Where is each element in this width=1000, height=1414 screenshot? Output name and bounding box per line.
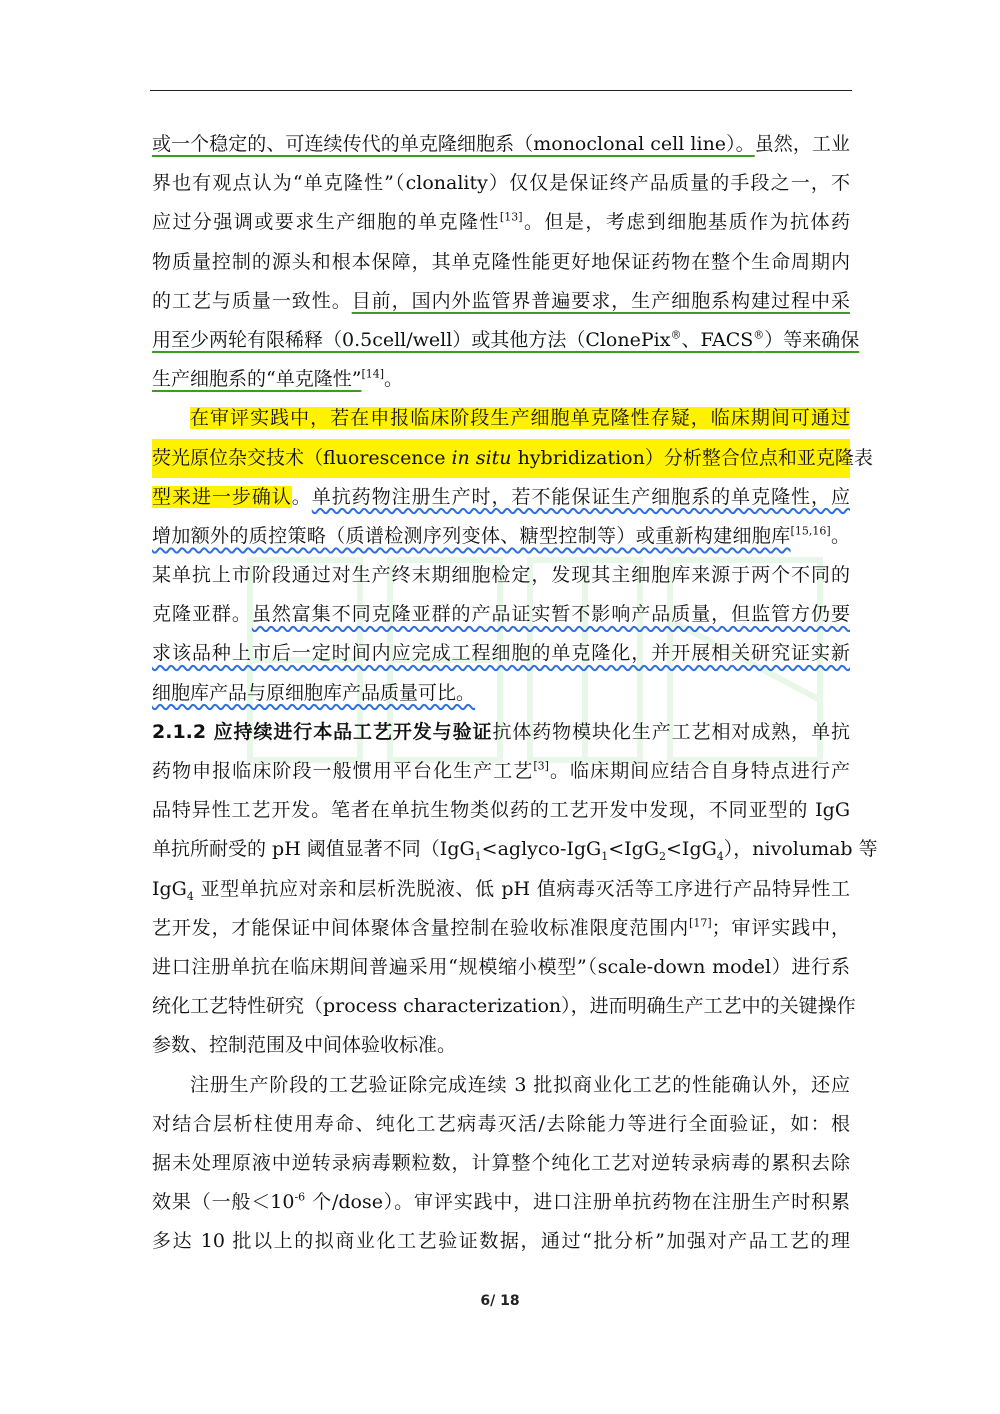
- document-body: [152, 125, 878, 1261]
- body-line: 细胞库产品与原细胞库产品质量可比。: [152, 681, 476, 704]
- citation-ref: [15,16]: [790, 524, 831, 538]
- body-line: 荧光原位杂交技术（fluorescence in situ hybridization）分析整合位点和亚克隆表: [152, 439, 850, 478]
- citation-ref: [3]: [533, 759, 549, 773]
- body-line: 药物申报临床阶段一般惯用平台化生产工艺[3]。临床期间应结合自身特点进行产: [152, 759, 850, 782]
- body-line: 据未处理原液中逆转录病毒颗粒数，计算整个纯化工艺对逆转录病毒的累积去除: [152, 1151, 850, 1174]
- body-line: 界也有观点认为“单克隆性”（clonality）仅仅是保证终产品质量的手段之一，不: [152, 172, 850, 195]
- body-line: 的工艺与质量一致性。目前，国内外监管界普遍要求，生产细胞系构建过程中采: [152, 289, 850, 312]
- body-line: 效果（一般$<10^{-6}$ 个/dose）。审评实践中，进口注册单抗药物在注册生产时积累: [152, 1190, 850, 1214]
- body-line: 克隆亚群。虽然富集不同克隆亚群的产品证实暂不影响产品质量，但监管方仍要: [152, 603, 850, 626]
- body-line: 某单抗上市阶段通过对生产终末期细胞检定，发现其主细胞库来源于两个不同的: [152, 564, 850, 587]
- body-line: 用至少两轮有限稀释（0.5cell/well）或其他方法（ClonePix®、FACS®）等来确保: [152, 328, 860, 351]
- body-line: 生产细胞系的“单克隆性”[14]。: [152, 367, 404, 391]
- body-line: 求该品种上市后一定时间内应完成工程细胞的单克隆化，并开展相关研究证实新: [152, 642, 850, 665]
- page-number: 6/ 18: [480, 1293, 520, 1309]
- citation-ref: [17]: [689, 916, 712, 930]
- body-line: 艺开发，才能保证中间体聚体含量控制在验收标准限度范围内[17]；审评实践中，: [152, 916, 850, 939]
- citation-ref: [14]: [361, 367, 385, 381]
- body-line: 物质量控制的源头和根本保障，其单克隆性能更好地保证药物在整个生命周期内: [152, 250, 850, 273]
- body-line: 增加额外的质控策略（质谱检测序列变体、糖型控制等）或重新构建细胞库[15,16]。: [152, 524, 850, 547]
- body-line: 或一个稳定的、可连续传代的单克隆细胞系（monoclonal cell line）。虽然，工业: [152, 133, 850, 155]
- header-rule: [150, 90, 852, 91]
- citation-ref: [13]: [499, 211, 523, 225]
- body-line: 应过分强调或要求生产细胞的单克隆性[13]。但是，考虑到细胞基质作为抗体药: [152, 211, 850, 234]
- body-line: 在审评实践中，若在申报临床阶段生产细胞单克隆性存疑，临床期间可通过: [190, 407, 850, 430]
- body-line: 单抗所耐受的 pH 阈值显著不同（IgG$_1$<aglyco-IgG$_1$<IgG$_2$<IgG$_4$），nivolumab 等: [152, 838, 878, 864]
- body-line: 对结合层析柱使用寿命、纯化工艺病毒灭活/去除能力等进行全面验证，如：根: [152, 1112, 850, 1135]
- section-heading: 2.1.2 应持续进行本品工艺开发与验证: [152, 720, 493, 743]
- body-line: 品特异性工艺开发。笔者在单抗生物类似药的工艺开发中发现，不同亚型的 IgG: [152, 799, 850, 822]
- body-line: 多达 10 批以上的拟商业化工艺验证数据，通过“批分析”加强对产品工艺的理: [152, 1230, 850, 1253]
- body-line: 型来进一步确认。单抗药物注册生产时，若不能保证生产细胞系的单克隆性，应: [152, 485, 850, 508]
- body-line: 参数、控制范围及中间体验收标准。: [152, 1034, 457, 1057]
- body-line: 注册生产阶段的工艺验证除完成连续 3 批拟商业化工艺的性能确认外，还应: [190, 1073, 850, 1096]
- body-line: IgG$_4$ 亚型单抗应对亲和层析洗脱液、低 pH 值病毒灭活等工序进行产品特异性工: [152, 877, 850, 903]
- body-line: 2.1.2 应持续进行本品工艺开发与验证抗体药物模块化生产工艺相对成熟，单抗: [152, 720, 850, 743]
- body-line: 进口注册单抗在临床期间普遍采用“规模缩小模型”（scale-down model）进行系: [152, 955, 850, 978]
- body-line: 统化工艺特性研究（process characterization），进而明确生产工艺中的关键操作: [152, 995, 856, 1018]
